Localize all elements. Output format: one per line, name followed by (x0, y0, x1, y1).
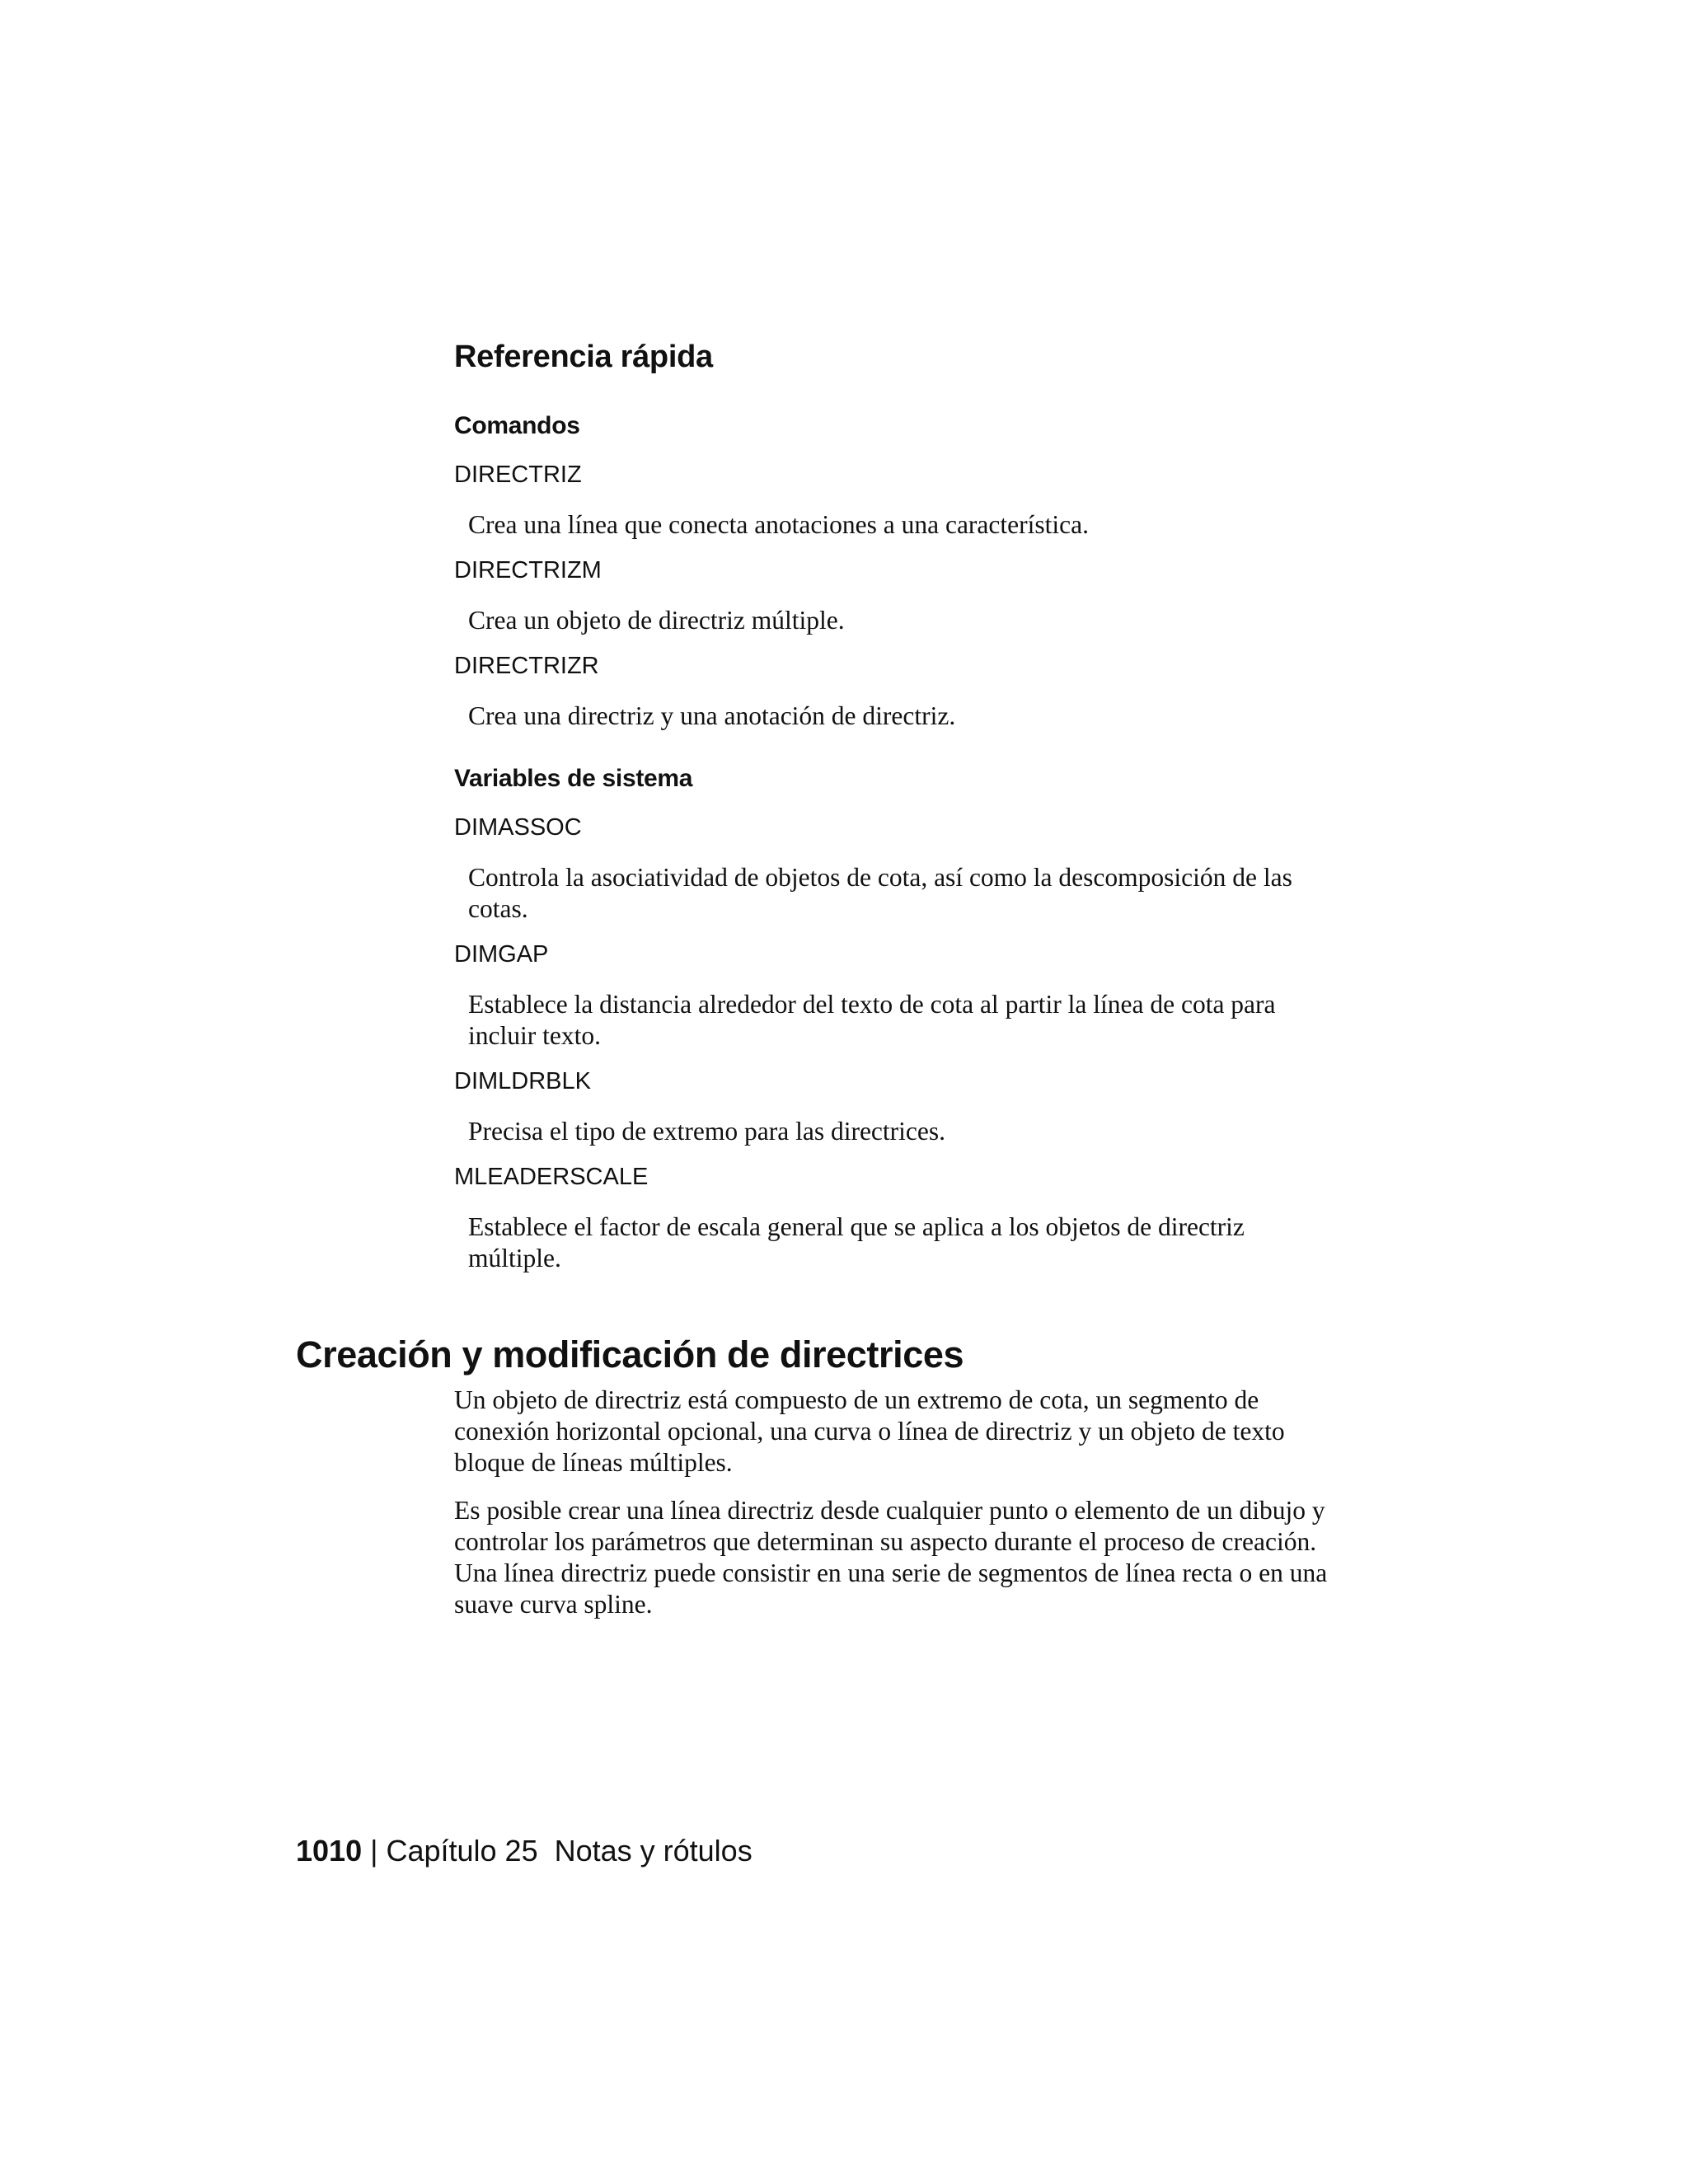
sysvar-description: Establece el factor de escala general que se aplica a los objetos de directriz múltiple. (468, 1212, 1245, 1272)
body-paragraph: Un objeto de directriz está compuesto de un extremo de cota, un segmento de conexión horizontal opcional, una curva o línea de directriz y un objeto de texto bloque de líneas múltiples. (454, 1385, 1285, 1477)
system-variables-heading: Variables de sistema (454, 765, 693, 792)
commands-heading: Comandos (454, 412, 580, 439)
sysvar-description: Establece la distancia alrededor del texto de cota al partir la línea de cota para incluir texto. (468, 990, 1276, 1050)
sysvar-description: Controla la asociatividad de objetos de cota, así como la descomposición de las cotas. (468, 863, 1292, 923)
sysvar-description: Precisa el tipo de extremo para las directrices. (468, 1117, 945, 1146)
command-name: DIRECTRIZR (454, 653, 599, 679)
footer-separator: | (370, 1834, 378, 1868)
command-description: Crea una directriz y una anotación de directriz. (468, 701, 956, 730)
page-number: 1010 (296, 1834, 363, 1868)
chapter-label: Capítulo 25 (386, 1834, 538, 1868)
sysvar-name: DIMGAP (454, 941, 549, 968)
quick-reference-heading: Referencia rápida (454, 340, 713, 374)
sysvar-name: MLEADERSCALE (454, 1164, 649, 1190)
command-name: DIRECTRIZM (454, 557, 602, 583)
command-name: DIRECTRIZ (454, 462, 582, 488)
sysvar-name: DIMASSOC (454, 814, 582, 841)
page-footer (296, 1834, 753, 1868)
chapter-title: Notas y rótulos (554, 1834, 753, 1868)
sysvar-name: DIMLDRBLK (454, 1068, 591, 1094)
section-heading: Creación y modificación de directrices (296, 1333, 964, 1376)
body-paragraph: Es posible crear una línea directriz desde cualquier punto o elemento de un dibujo y controlar los parámetros que determinan su aspecto durante el proceso de creación. Una línea directriz puede consistir en una serie de segmentos de línea recta o en una suave curva spline. (454, 1496, 1328, 1619)
command-description: Crea un objeto de directriz múltiple. (468, 606, 845, 635)
command-description: Crea una línea que conecta anotaciones a una característica. (468, 510, 1089, 539)
